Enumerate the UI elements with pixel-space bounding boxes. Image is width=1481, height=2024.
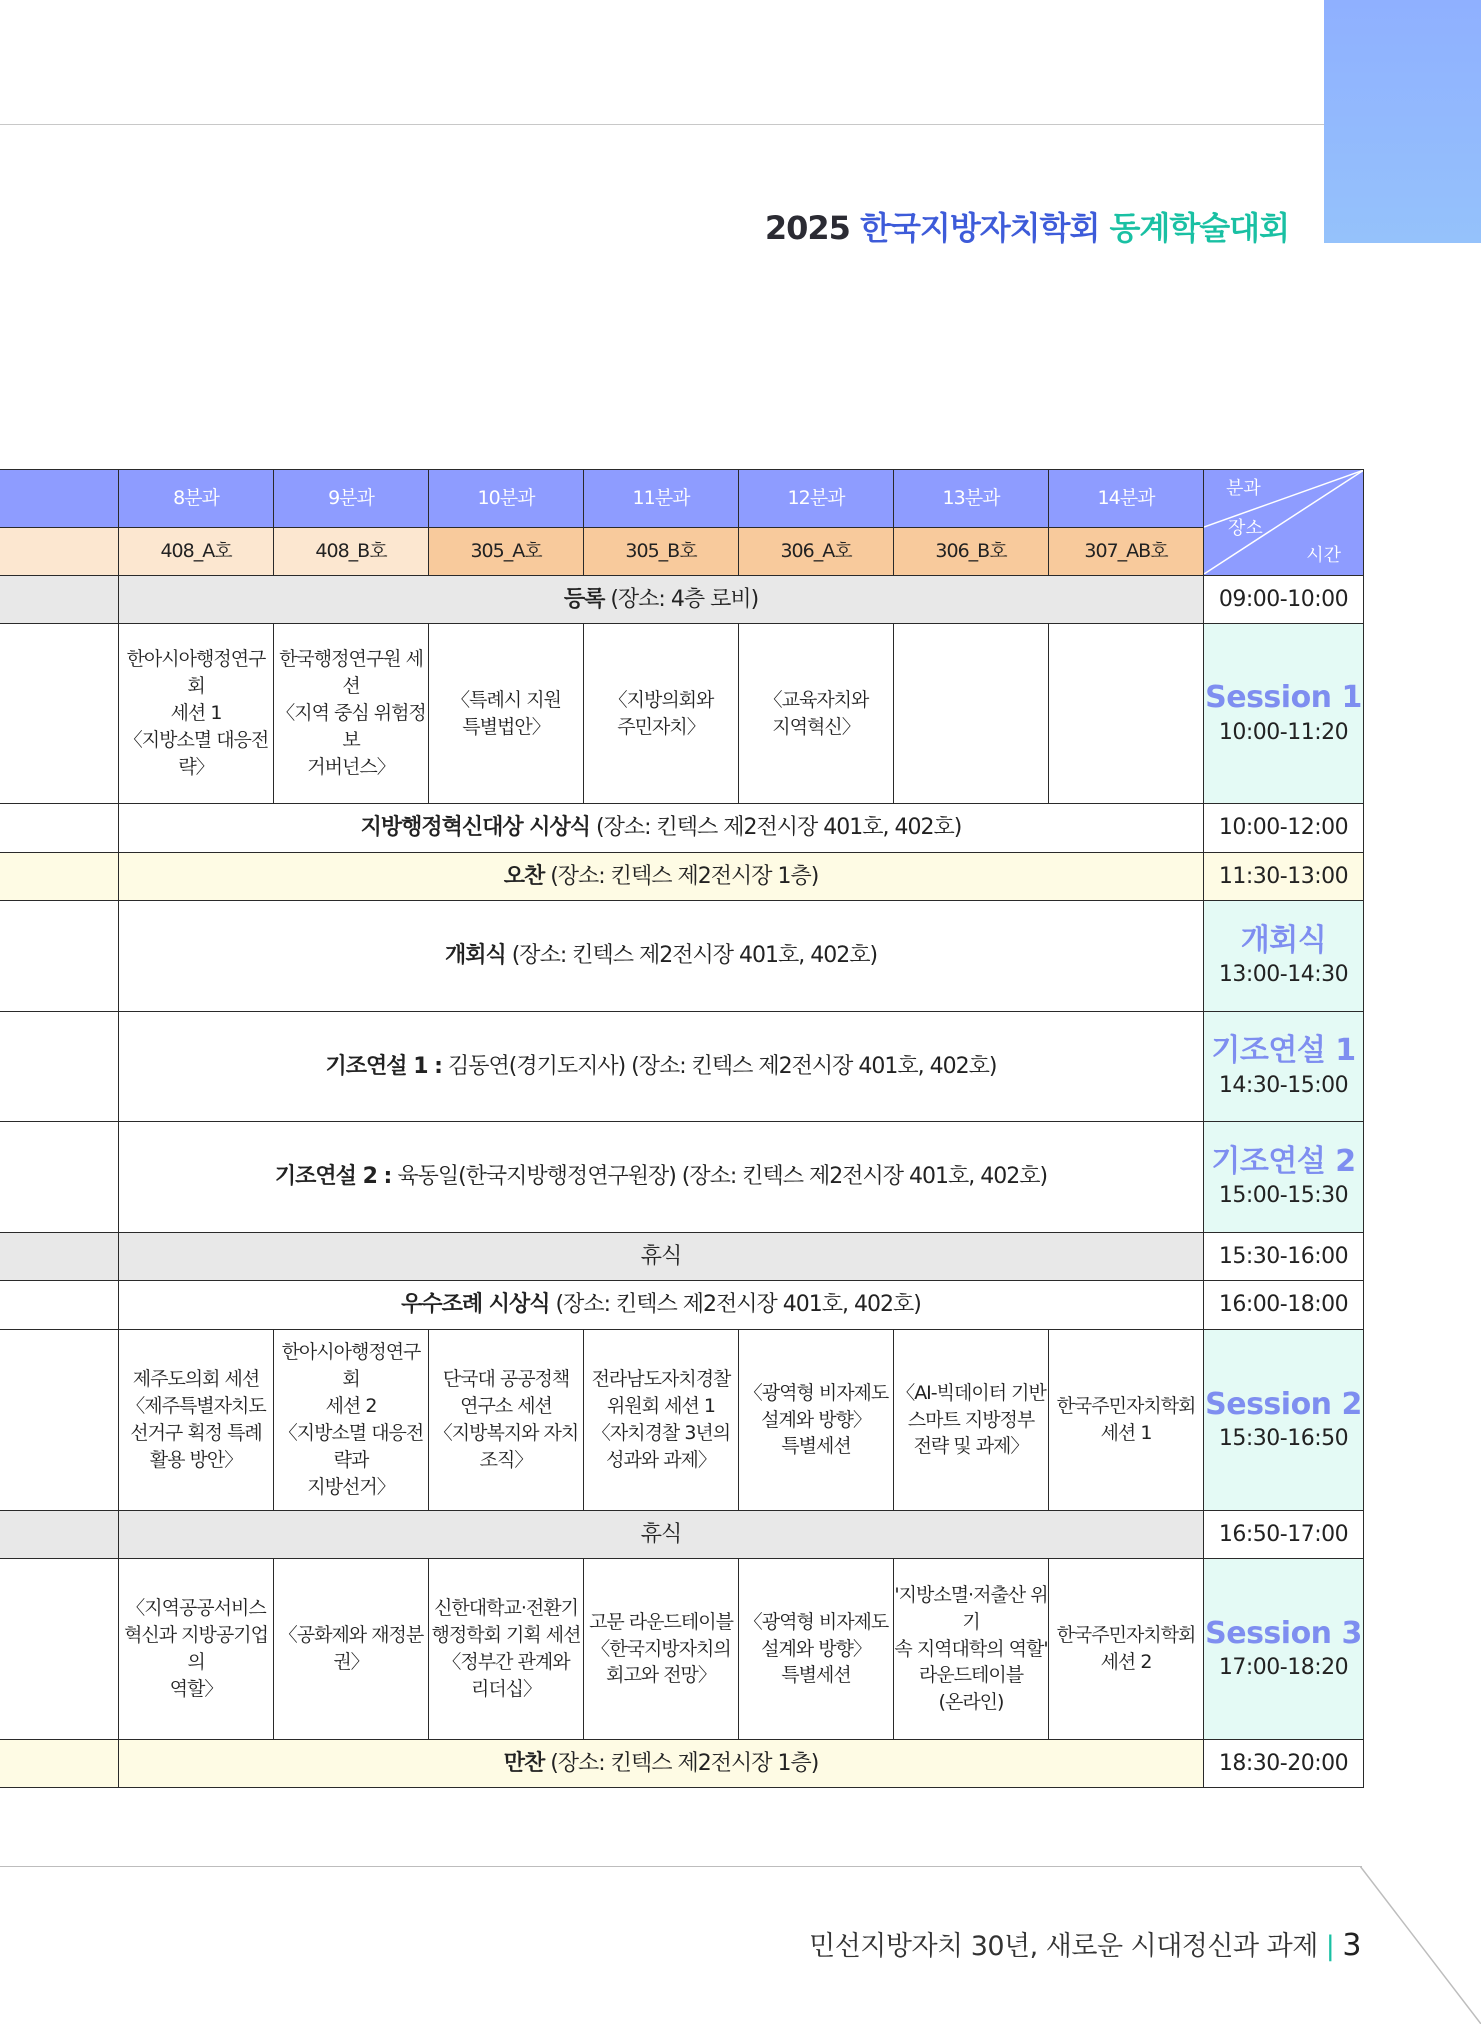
- dinner-time: 18:30-20:00: [1204, 1740, 1364, 1788]
- conference-year: 2025: [764, 209, 850, 247]
- session1-cell: [894, 624, 1049, 804]
- corner-label-time: 시간: [1306, 545, 1341, 567]
- session1-cell: [1049, 624, 1204, 804]
- footer-separator: |: [1325, 1931, 1335, 1962]
- keynote1-time: 14:30-15:00: [1218, 1072, 1349, 1098]
- left-cell: [0, 1330, 119, 1511]
- session1-row: [0, 624, 1364, 804]
- keynote1-row: [0, 1012, 1364, 1122]
- keynote1-time-cell: [1204, 1012, 1364, 1122]
- session2-time: 15:30-16:50: [1218, 1426, 1349, 1452]
- break1-time: 15:30-16:00: [1204, 1233, 1364, 1281]
- left-cell: [0, 1740, 119, 1788]
- section-header: 13분과: [894, 470, 1049, 528]
- room-cell: 306_A호: [739, 528, 894, 576]
- session3-cell: [584, 1559, 739, 1740]
- session3-text: 〈공화제와 재정분권〉: [278, 1624, 424, 1673]
- session2-text: 〈광역형 비자제도 설계와 방향〉 특별세션: [743, 1381, 889, 1458]
- award2-detail: (장소: 킨텍스 제2전시장 401호, 402호): [549, 1292, 921, 1318]
- opening-detail: (장소: 킨텍스 제2전시장 401호, 402호): [505, 943, 878, 969]
- session2-row: [0, 1330, 1364, 1511]
- session2-cell: [584, 1330, 739, 1511]
- registration-cell: [119, 576, 1204, 624]
- keynote2-cell: [119, 1122, 1204, 1233]
- session1-cell: [274, 624, 429, 804]
- left-cell: [0, 853, 119, 901]
- session3-cell: [1049, 1559, 1204, 1740]
- left-cell: [0, 901, 119, 1012]
- session2-text: 〈AI-빅데이터 기반 스마트 지방정부 전략 및 과제〉: [896, 1381, 1046, 1458]
- left-cell: [0, 1281, 119, 1330]
- session1-cell: [584, 624, 739, 804]
- keynote1-side-label: 기조연설 1: [1211, 1033, 1356, 1069]
- room-cell: 307_AB호: [1049, 528, 1204, 576]
- lunch-time: 11:30-13:00: [1204, 853, 1364, 901]
- header-left-cell: [0, 470, 119, 528]
- keynote2-label: 기조연설 2 :: [274, 1164, 392, 1190]
- conference-title: [765, 203, 1289, 249]
- session3-time: 17:00-18:20: [1218, 1655, 1349, 1681]
- session3-label: Session 3: [1205, 1615, 1362, 1651]
- lunch-detail: (장소: 킨텍스 제2전시장 1층): [544, 863, 819, 889]
- keynote2-time: 15:00-15:30: [1218, 1183, 1349, 1209]
- section-header-row: [0, 470, 1364, 528]
- keynote2-detail: 육동일(한국지방행정연구원장) (장소: 킨텍스 제2전시장 401호, 402호): [391, 1164, 1048, 1190]
- keynote2-row: [0, 1122, 1364, 1233]
- left-cell: [0, 1511, 119, 1559]
- room-cell: 305_A호: [429, 528, 584, 576]
- session3-text: '지방소멸·저출산 위기 속 지역대학의 역할' 라운드테이블 (온라인): [894, 1583, 1048, 1714]
- page-number: 3: [1342, 1928, 1361, 1963]
- opening-row: [0, 901, 1364, 1012]
- corner-tab-decoration: [1324, 0, 1481, 243]
- left-cell: [0, 1122, 119, 1233]
- session3-text: 고문 라운드테이블 〈한국지방자치의 회고와 전망〉: [589, 1610, 733, 1687]
- left-cell: [0, 1233, 119, 1281]
- left-cell: [0, 576, 119, 624]
- corner-label-section: 분과: [1226, 478, 1261, 499]
- section-header: 11분과: [584, 470, 739, 528]
- award1-time: 10:00-12:00: [1204, 804, 1364, 853]
- break1-row: [0, 1233, 1364, 1281]
- session2-text: 전라남도자치경찰 위원회 세션 1 〈자치경찰 3년의 성과와 과제〉: [591, 1368, 731, 1471]
- session2-text: 제주도의회 세션 〈제주특별자치도 선거구 획정 특례 활용 방안〉: [126, 1368, 266, 1471]
- keynote2-side-label: 기조연설 2: [1211, 1143, 1356, 1179]
- room-cell: 408_B호: [274, 528, 429, 576]
- top-divider: [0, 124, 1324, 125]
- session1-text: 〈교육자치와 지역혁신〉: [763, 688, 869, 738]
- keynote1-cell: [119, 1012, 1204, 1122]
- award1-row: [0, 804, 1364, 853]
- opening-cell: [119, 901, 1204, 1012]
- award2-label: 우수조례 시상식: [401, 1292, 550, 1318]
- break1-cell: 휴식: [119, 1233, 1204, 1281]
- session3-cell: [894, 1559, 1049, 1740]
- opening-time: 13:00-14:30: [1218, 962, 1349, 988]
- session1-time: 10:00-11:20: [1218, 719, 1349, 745]
- session2-text: 한아시아행정연구회 세션 2 〈지방소멸 대응전략과 지방선거〉: [278, 1341, 424, 1498]
- registration-row: [0, 576, 1364, 624]
- session1-text: 〈특례시 지원 특별법안〉: [451, 688, 561, 738]
- left-cell: [0, 1559, 119, 1740]
- opening-time-cell: [1204, 901, 1364, 1012]
- session2-cell: [894, 1330, 1049, 1511]
- session1-text: 한국행정연구원 세션 〈지역 중심 위험정보 거버넌스〉: [276, 648, 426, 778]
- session2-text: 한국주민자치학회 세션 1: [1056, 1395, 1196, 1444]
- section-header: 10분과: [429, 470, 584, 528]
- session1-cell: [429, 624, 584, 804]
- dinner-row: [0, 1740, 1364, 1788]
- registration-label: 등록: [563, 586, 605, 612]
- session2-cell: [739, 1330, 894, 1511]
- break2-time: 16:50-17:00: [1204, 1511, 1364, 1559]
- session2-cell: [274, 1330, 429, 1511]
- award2-row: [0, 1281, 1364, 1330]
- footer-title: 민선지방자치 30년, 새로운 시대정신과 과제: [809, 1931, 1318, 1962]
- award2-time: 16:00-18:00: [1204, 1281, 1364, 1330]
- conference-event: 동계학술대회: [1109, 209, 1289, 247]
- lunch-cell: [119, 853, 1204, 901]
- session2-cell: [429, 1330, 584, 1511]
- dinner-cell: [119, 1740, 1204, 1788]
- session3-text: 〈지역공공서비스 혁신과 지방공기업의 역할〉: [124, 1597, 268, 1700]
- session3-row: [0, 1559, 1364, 1740]
- session1-cell: [739, 624, 894, 804]
- section-header: 12분과: [739, 470, 894, 528]
- room-cell: 306_B호: [894, 528, 1049, 576]
- keynote1-label: 기조연설 1 :: [325, 1053, 442, 1079]
- room-cell: 305_B호: [584, 528, 739, 576]
- section-header: 14분과: [1049, 470, 1204, 528]
- session3-text: 한국주민자치학회 세션 2: [1056, 1624, 1196, 1673]
- registration-detail: (장소: 4층 로비): [604, 586, 759, 612]
- section-header: 9분과: [274, 470, 429, 528]
- session2-time-cell: [1204, 1330, 1364, 1511]
- session3-time-cell: [1204, 1559, 1364, 1740]
- award2-cell: [119, 1281, 1204, 1330]
- room-left-cell: [0, 528, 119, 576]
- session1-label: Session 1: [1205, 680, 1362, 716]
- page-footer: [809, 1924, 1361, 1963]
- session3-text: 신한대학교·전환기 행정학회 기획 세션 〈정부간 관계와 리더십〉: [431, 1597, 581, 1700]
- session1-time-cell: [1204, 624, 1364, 804]
- opening-side-label: 개회식: [1240, 922, 1327, 958]
- session1-cell: [119, 624, 274, 804]
- corner-header-cell: [1204, 470, 1364, 576]
- lunch-row: [0, 853, 1364, 901]
- room-row: [0, 528, 1364, 576]
- session1-text: 〈지방의회와 주민자치〉: [608, 688, 714, 738]
- dinner-detail: (장소: 킨텍스 제2전시장 1층): [544, 1750, 819, 1776]
- left-cell: [0, 1012, 119, 1122]
- schedule-table: [0, 469, 1364, 1788]
- session2-text: 단국대 공공정책 연구소 세션 〈지방복지와 자치조직〉: [433, 1368, 579, 1471]
- session2-cell: [119, 1330, 274, 1511]
- opening-label: 개회식: [444, 943, 506, 969]
- corner-diagonal-decoration: [1360, 1866, 1481, 2024]
- left-cell: [0, 804, 119, 853]
- break2-cell: 휴식: [119, 1511, 1204, 1559]
- session3-cell: [119, 1559, 274, 1740]
- session3-cell: [739, 1559, 894, 1740]
- session2-cell: [1049, 1330, 1204, 1511]
- section-header: 8분과: [119, 470, 274, 528]
- award1-cell: [119, 804, 1204, 853]
- session3-cell: [429, 1559, 584, 1740]
- conference-org: 한국지방자치학회: [860, 209, 1100, 247]
- session3-text: 〈광역형 비자제도 설계와 방향〉 특별세션: [743, 1610, 889, 1687]
- keynote2-time-cell: [1204, 1122, 1364, 1233]
- break2-row: [0, 1511, 1364, 1559]
- session3-cell: [274, 1559, 429, 1740]
- session1-text: 한아시아행정연구회 세션 1 〈지방소멸 대응전략〉: [123, 648, 269, 778]
- session2-label: Session 2: [1205, 1386, 1362, 1422]
- award1-label: 지방행정혁신대상 시상식: [360, 815, 591, 841]
- lunch-label: 오찬: [503, 863, 545, 889]
- room-cell: 408_A호: [119, 528, 274, 576]
- bottom-divider: [0, 1866, 1362, 1867]
- corner-label-room: 장소: [1228, 518, 1263, 539]
- registration-time: 09:00-10:00: [1204, 576, 1364, 624]
- left-cell: [0, 624, 119, 804]
- award1-detail: (장소: 킨텍스 제2전시장 401호, 402호): [590, 815, 962, 841]
- keynote1-detail: 김동연(경기도지사) (장소: 킨텍스 제2전시장 401호, 402호): [441, 1053, 997, 1079]
- dinner-label: 만찬: [503, 1750, 545, 1776]
